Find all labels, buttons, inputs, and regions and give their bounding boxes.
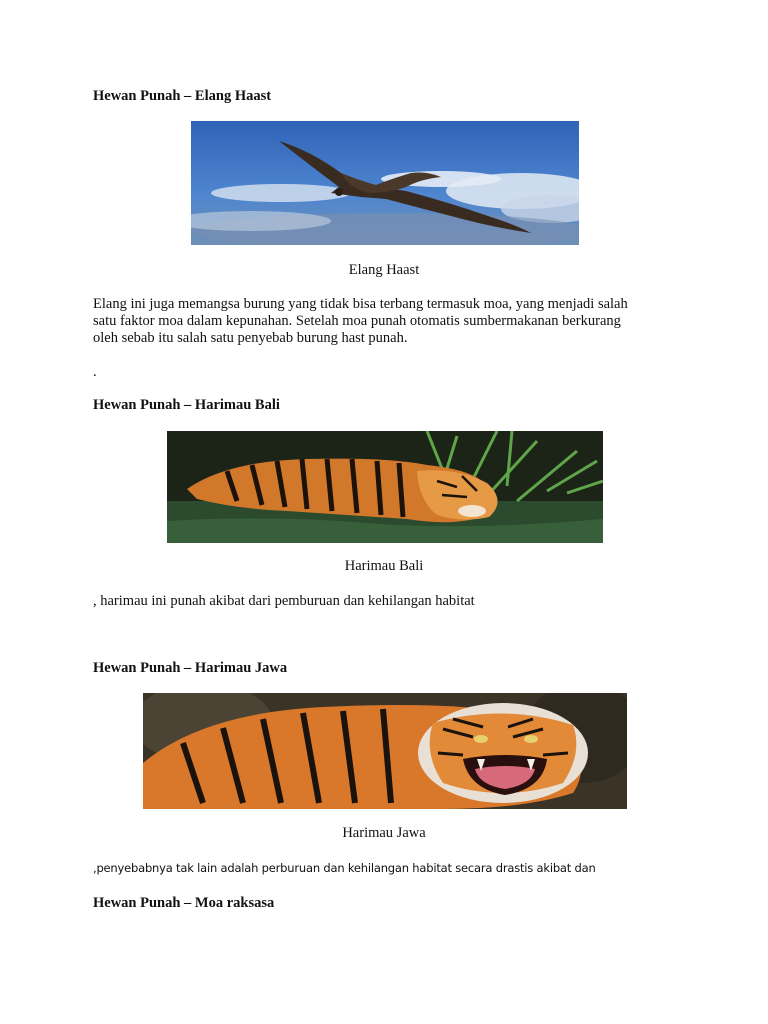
paragraph-harimau-jawa: ,penyebabnya tak lain adalah perburuan dan kehilangan habitat secara drastis akibat dan [93,861,596,875]
caption-harimau-jawa: Harimau Jawa [342,825,426,841]
caption-harimau-bali: Harimau Bali [344,558,424,574]
dot-separator: . [93,364,97,380]
section-heading-elang-haast: Hewan Punah – Elang Haast [93,88,272,104]
section-heading-harimau-bali: Hewan Punah – Harimau Bali [93,397,280,413]
bali-tiger-photo [167,431,603,543]
paragraph-line: Elang ini juga memangsa burung yang tidak bisa terbang termasuk moa, yang menjadi salah [93,296,628,312]
java-tiger-photo [143,693,627,809]
eagle-photo [191,121,579,245]
paragraph-harimau-bali: , harimau ini punah akibat dari pemburuan dan kehilangan habitat [93,593,475,609]
section-heading-harimau-jawa: Hewan Punah – Harimau Jawa [93,660,288,676]
paragraph-elang-haast [93,296,628,347]
section-heading-moa-raksasa: Hewan Punah – Moa raksasa [93,895,275,911]
caption-elang-haast: Elang Haast [348,262,420,278]
paragraph-line: satu faktor moa dalam kepunahan. Setelah moa punah otomatis sumbermakanan berkurang [93,313,621,329]
paragraph-line: oleh sebab itu salah satu penyebab burung hast punah. [93,330,408,346]
